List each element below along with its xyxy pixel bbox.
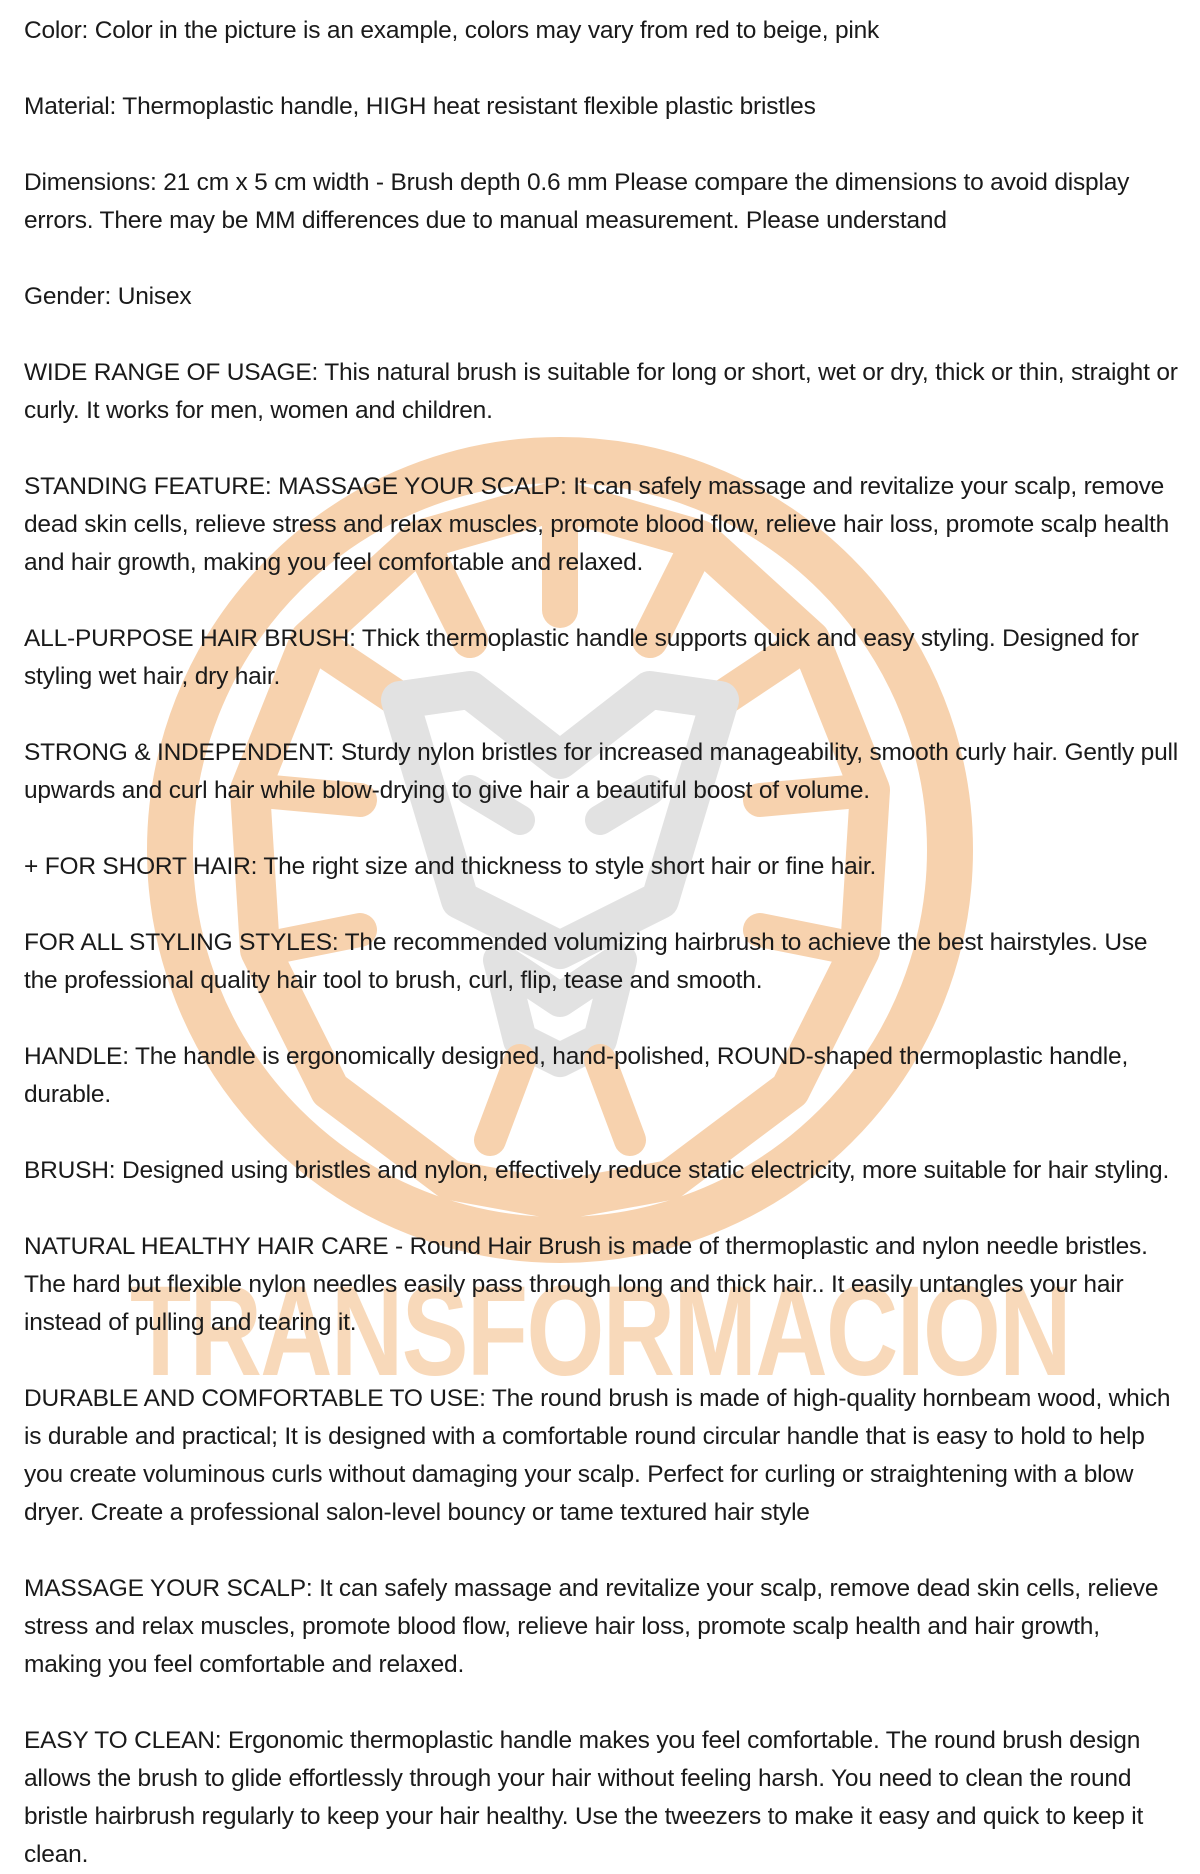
paragraph-wide-range-of-usage: WIDE RANGE OF USAGE: This natural brush is suitable for long or short, wet or dry, thick or thin, straight or curly. It works for men, women and children. (24, 359, 1178, 424)
paragraph-for-all-styling-styles: FOR ALL STYLING STYLES: The recommended volumizing hairbrush to achieve the best hairstyles. Use the professional quality hair tool to brush, curl, flip, tease and smooth. (24, 929, 1148, 994)
paragraph-for-short-hair: + FOR SHORT HAIR: The right size and thickness to style short hair or fine hair. (24, 853, 877, 880)
paragraph-handle: HANDLE: The handle is ergonomically designed, hand-polished, ROUND-shaped thermoplastic handle, durable. (24, 1043, 1129, 1108)
paragraph-strong-independent: STRONG & INDEPENDENT: Sturdy nylon bristles for increased manageability, smooth curly hair. Gently pull upwards and curl hair while blow-drying to give hair a beautiful boost of volume. (24, 739, 1179, 804)
paragraph-natural-healthy-hair-care: NATURAL HEALTHY HAIR CARE - Round Hair Brush is made of thermoplastic and nylon needle bristles. The hard but flexible nylon needles easily pass through long and thick hair.. It easily untangles your hair instead of pulling and tearing it. (24, 1233, 1148, 1336)
paragraph-durable-and-comfortable: DURABLE AND COMFORTABLE TO USE: The round brush is made of high-quality hornbeam wood, which is durable and practical; It is designed with a comfortable round circular handle that is easy to hold to help you create voluminous curls without damaging your scalp. Perfect for curling or straightening with a blow dryer. Create a professional salon-level bouncy or tame textured hair style (24, 1385, 1171, 1526)
paragraph-massage-your-scalp: MASSAGE YOUR SCALP: It can safely massage and revitalize your scalp, remove dead skin cells, relieve stress and relax muscles, promote blood flow, relieve hair loss, promote scalp health and hair growth, making you feel comfortable and relaxed. (24, 1575, 1159, 1678)
brand-watermark-text: TRANSFORMACION (130, 1260, 1070, 1403)
paragraph-color: Color: Color in the picture is an example, colors may vary from red to beige, pink (24, 17, 880, 44)
paragraph-gender: Gender: Unisex (24, 283, 192, 310)
paragraph-material: Material: Thermoplastic handle, HIGH heat resistant flexible plastic bristles (24, 93, 816, 120)
paragraph-all-purpose-hair-brush: ALL-PURPOSE HAIR BRUSH: Thick thermoplastic handle supports quick and easy styling. Designed for styling wet hair, dry hair. (24, 625, 1139, 690)
paragraph-easy-to-clean: EASY TO CLEAN: Ergonomic thermoplastic handle makes you feel comfortable. The round brush design allows the brush to glide effortlessly through your hair without feeling harsh. You need to clean the round bristle hairbrush regularly to keep your hair healthy. Use the tweezers to make it easy and quick to keep it clean. (24, 1727, 1144, 1868)
paragraph-dimensions: Dimensions: 21 cm x 5 cm width - Brush depth 0.6 mm Please compare the dimensions to avoid display errors. There may be MM differences due to manual measurement. Please understand (24, 169, 1130, 234)
paragraph-standing-feature: STANDING FEATURE: MASSAGE YOUR SCALP: It can safely massage and revitalize your scalp, remove dead skin cells, relieve stress and relax muscles, promote blood flow, relieve hair loss, promote scalp health and hair growth, making you feel comfortable and relaxed. (24, 473, 1170, 576)
paragraph-brush: BRUSH: Designed using bristles and nylon, effectively reduce static electricity, more suitable for hair styling. (24, 1157, 1170, 1184)
